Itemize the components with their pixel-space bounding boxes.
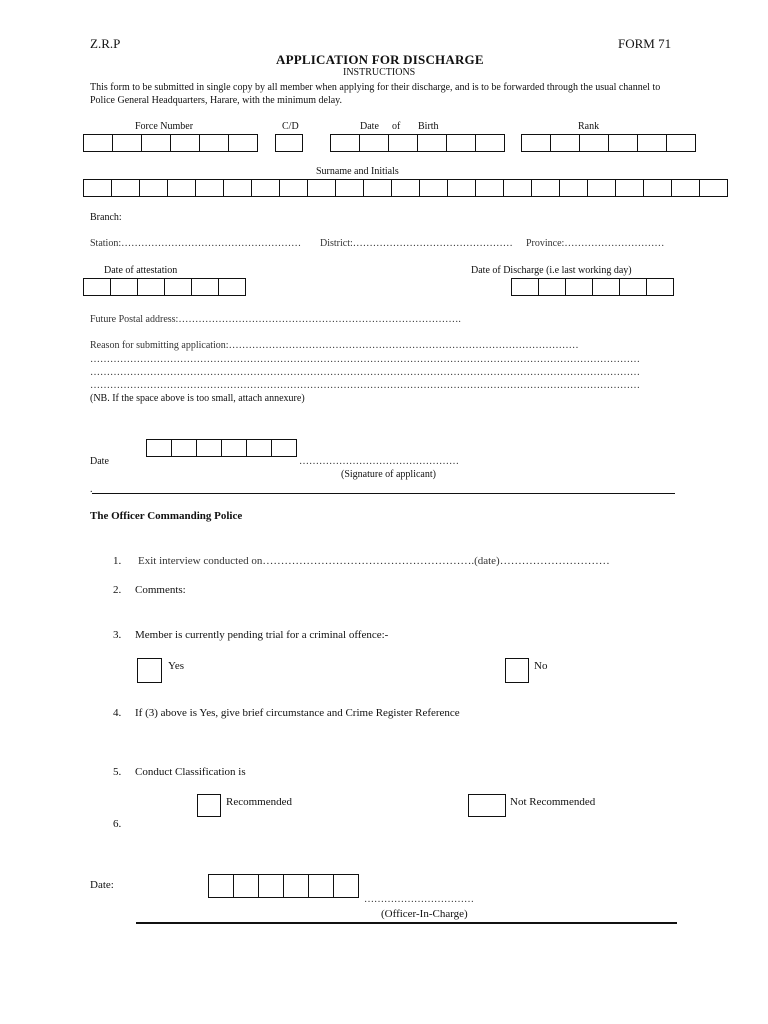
date-discharge-boxes[interactable] [511,278,674,296]
force-number-label: Force Number [135,121,194,132]
item-3-number: 3. [113,629,122,641]
date-attestation-label: Date of attestation [104,265,178,276]
item-2-number: 2. [113,584,122,596]
item-4-number: 4. [113,707,122,719]
surname-label: Surname and Initials [316,166,399,177]
force-number-boxes[interactable] [83,134,258,152]
exit-interview-field[interactable]: Exit interview conducted on………………………………………………….(date)………………………… [138,555,610,567]
station-field[interactable]: Station:……………………………………………… [90,238,302,249]
recommended-label: Recommended [226,796,292,808]
officer-date-boxes[interactable] [208,874,359,898]
signature-line[interactable]: ………………………………………… [299,456,459,467]
conduct-label: Conduct Classification is [135,766,246,778]
no-label: No [534,660,548,672]
reason-line-3[interactable]: ………………………………………………………………………………………………………………………………………………… [90,380,640,391]
reason-line-2[interactable]: ………………………………………………………………………………………………………………………………………………… [90,367,640,378]
rank-boxes[interactable] [521,134,696,152]
surname-boxes[interactable] [83,179,728,197]
zrp-label: Z.R.P [90,36,121,51]
dob-boxes[interactable] [330,134,505,152]
instructions-heading: INSTRUCTIONS [343,67,416,78]
circumstance-label: If (3) above is Yes, give brief circumstance and Crime Register Reference [135,707,460,719]
dob-label-date: Date [360,121,379,132]
rank-label: Rank [578,121,600,132]
yes-label: Yes [168,660,185,672]
postal-address-field[interactable]: Future Postal address:…………………………………………………………………………. [90,314,461,325]
cd-box[interactable] [275,134,303,152]
not-recommended-checkbox[interactable] [468,794,506,817]
separator-dot: . [90,484,93,495]
officer-date-label: Date: [90,879,114,891]
not-recommended-label: Not Recommended [510,796,596,808]
province-field[interactable]: Province:………………………… [526,238,665,249]
section-divider [92,493,675,494]
bottom-rule [136,922,677,924]
date-attestation-boxes[interactable] [83,278,246,296]
dob-label-of: of [392,121,401,132]
item-5-number: 5. [113,766,122,778]
cd-label: C/D [282,121,299,132]
reason-line-1[interactable]: ………………………………………………………………………………………………………………………………………………… [90,354,640,365]
applicant-date-label: Date [90,456,109,467]
page-title: APPLICATION FOR DISCHARGE [276,52,484,67]
comments-label: Comments: [135,584,186,596]
form-number: FORM 71 [618,36,672,51]
officer-signature-line[interactable]: …………………………… [364,894,474,905]
yes-checkbox[interactable] [137,658,162,683]
nb-note: (NB. If the space above is too small, attach annexure) [90,393,305,404]
no-checkbox[interactable] [505,658,529,683]
item-1-number: 1. [113,555,122,567]
reason-field[interactable]: Reason for submitting application:…………………………………………………………………………………………… [90,340,579,351]
branch-label: Branch: [90,212,122,223]
item-6-number: 6. [113,818,122,830]
instructions-text: This form to be submitted in single copy by all member when applying for their discharge, and is to be forwarded through the usual channel to Police General Headquarters, Harare, with the minimum delay. [90,82,661,106]
signature-caption: (Signature of applicant) [341,469,436,480]
pending-trial-label: Member is currently pending trial for a criminal offence:- [135,629,389,641]
district-field[interactable]: District:………………………………………… [320,238,513,249]
applicant-date-boxes[interactable] [146,439,297,457]
date-discharge-label: Date of Discharge (i.e last working day) [471,265,632,276]
officer-heading: The Officer Commanding Police [90,510,243,522]
recommended-checkbox[interactable] [197,794,221,817]
dob-label-birth: Birth [418,121,439,132]
officer-in-charge-caption: (Officer-In-Charge) [381,908,468,920]
